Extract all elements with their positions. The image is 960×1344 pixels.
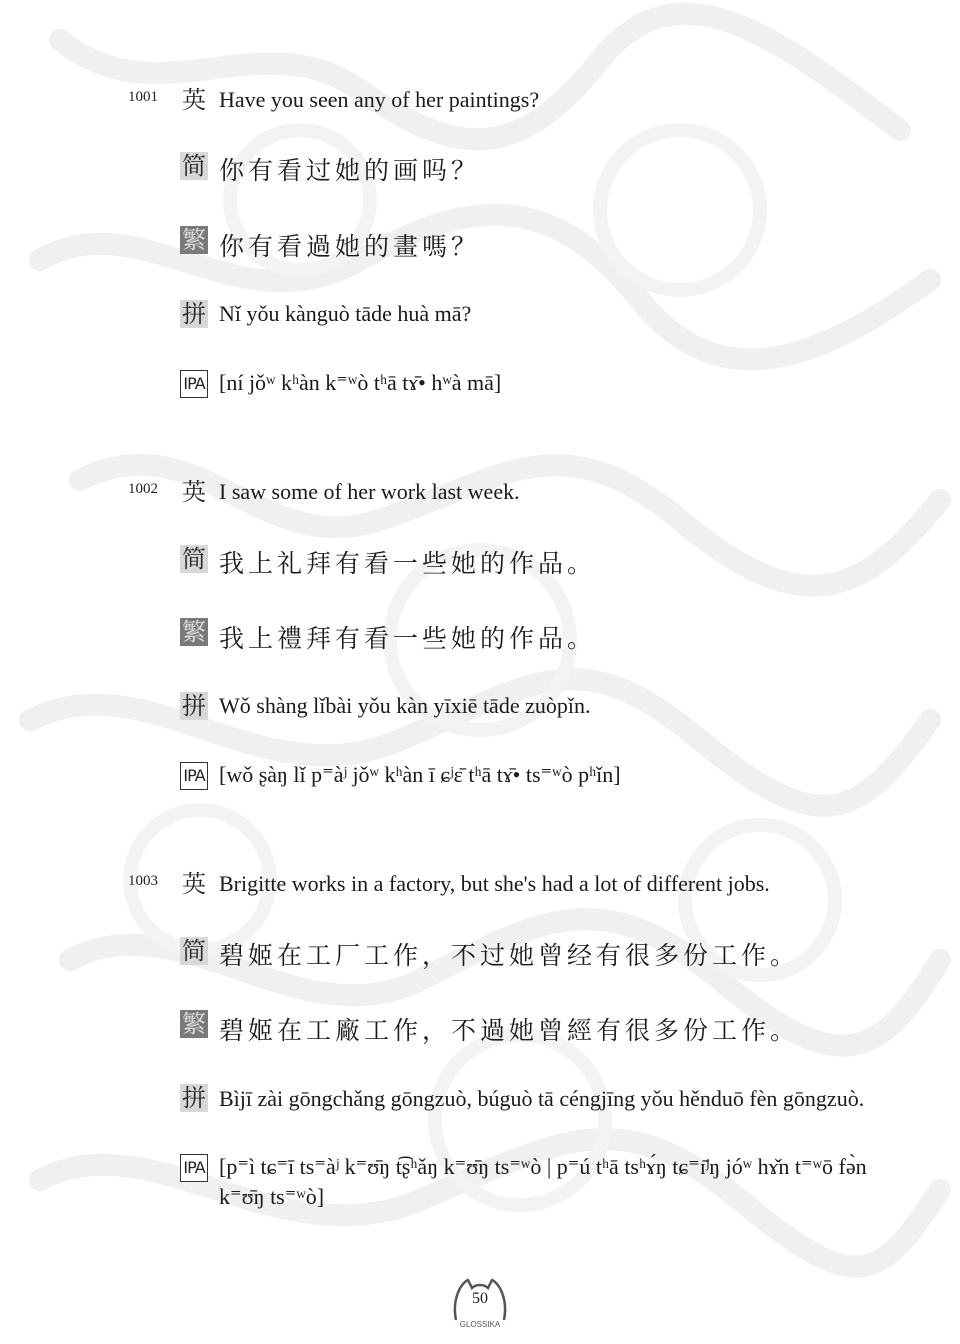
simplified-sentence: 碧姬在工厂工作，不过她曾经有很多份工作。: [219, 941, 800, 970]
traditional-sentence: 我上禮拜有看一些她的作品。: [219, 624, 597, 653]
pinyin-sentence: Wǒ shàng lǐbài yǒu kàn yīxiē tāde zuòpǐn.: [219, 693, 591, 718]
traditional-tag: 繁: [182, 618, 206, 646]
pinyin-tag: 拼: [182, 300, 206, 328]
pinyin-sentence: Bìjī zài gōngchǎng gōngzuò, búguò tā céngjīng yǒu hěnduō fèn gōngzuò.: [219, 1086, 865, 1111]
ipa-tag: IPA: [180, 1154, 208, 1182]
ipa-tag: IPA: [180, 370, 208, 398]
pinyin-tag: 拼: [182, 692, 206, 720]
english-sentence: Brigitte works in a factory, but she's had a lot of different jobs.: [219, 871, 770, 896]
logo-text: GLOSSIKA: [459, 1320, 501, 1329]
pinyin-tag: 拼: [182, 1084, 206, 1112]
english-tag: 英: [182, 870, 206, 898]
entry-number: 1003: [128, 873, 158, 889]
pinyin-sentence: Nǐ yǒu kànguò tāde huà mā?: [219, 301, 472, 326]
traditional-sentence: 碧姬在工廠工作，不過她曾經有很多份工作。: [219, 1016, 800, 1045]
english-tag: 英: [182, 478, 206, 506]
simplified-sentence: 你有看过她的画吗？: [219, 156, 481, 185]
simplified-tag: 简: [182, 545, 206, 573]
simplified-sentence: 我上礼拜有看一些她的作品。: [219, 549, 597, 578]
entry-number: 1001: [128, 89, 158, 105]
simplified-tag: 简: [182, 937, 206, 965]
traditional-tag: 繁: [182, 226, 206, 254]
traditional-tag: 繁: [182, 1010, 206, 1038]
entry-number: 1002: [128, 481, 158, 497]
page-number: 50: [472, 1290, 488, 1307]
english-tag: 英: [182, 86, 206, 114]
english-sentence: I saw some of her work last week.: [219, 479, 520, 504]
ipa-transcription: [ní jǒʷ kʰàn k⁼ʷò tʰā tɤ̄• hʷà mā]: [219, 370, 502, 395]
ipa-transcription: [wǒ ʂàŋ lǐ p⁼àʲ jǒʷ kʰàn ī ɕʲɛ̄ tʰā tɤ̄• ts⁼ʷò pʰǐn]: [219, 762, 621, 787]
simplified-tag: 简: [182, 152, 206, 180]
ipa-transcription: [p⁼ì tɕ⁼ī ts⁼àʲ k⁼ʊ̄ŋ t͡ʂʰǎŋ k⁼ʊ̄ŋ ts⁼ʷò | p⁼ú tʰā tsʰɤ́ŋ tɕ⁼ɪ̄ʲŋ jóʷ hɤ̌n t⁼ʷō fə̀n k⁼ʊ̄ŋ ts⁼ʷò]: [219, 1154, 867, 1209]
ipa-tag: IPA: [180, 762, 208, 790]
english-sentence: Have you seen any of her paintings?: [219, 87, 540, 112]
traditional-sentence: 你有看過她的畫嗎？: [219, 232, 481, 261]
